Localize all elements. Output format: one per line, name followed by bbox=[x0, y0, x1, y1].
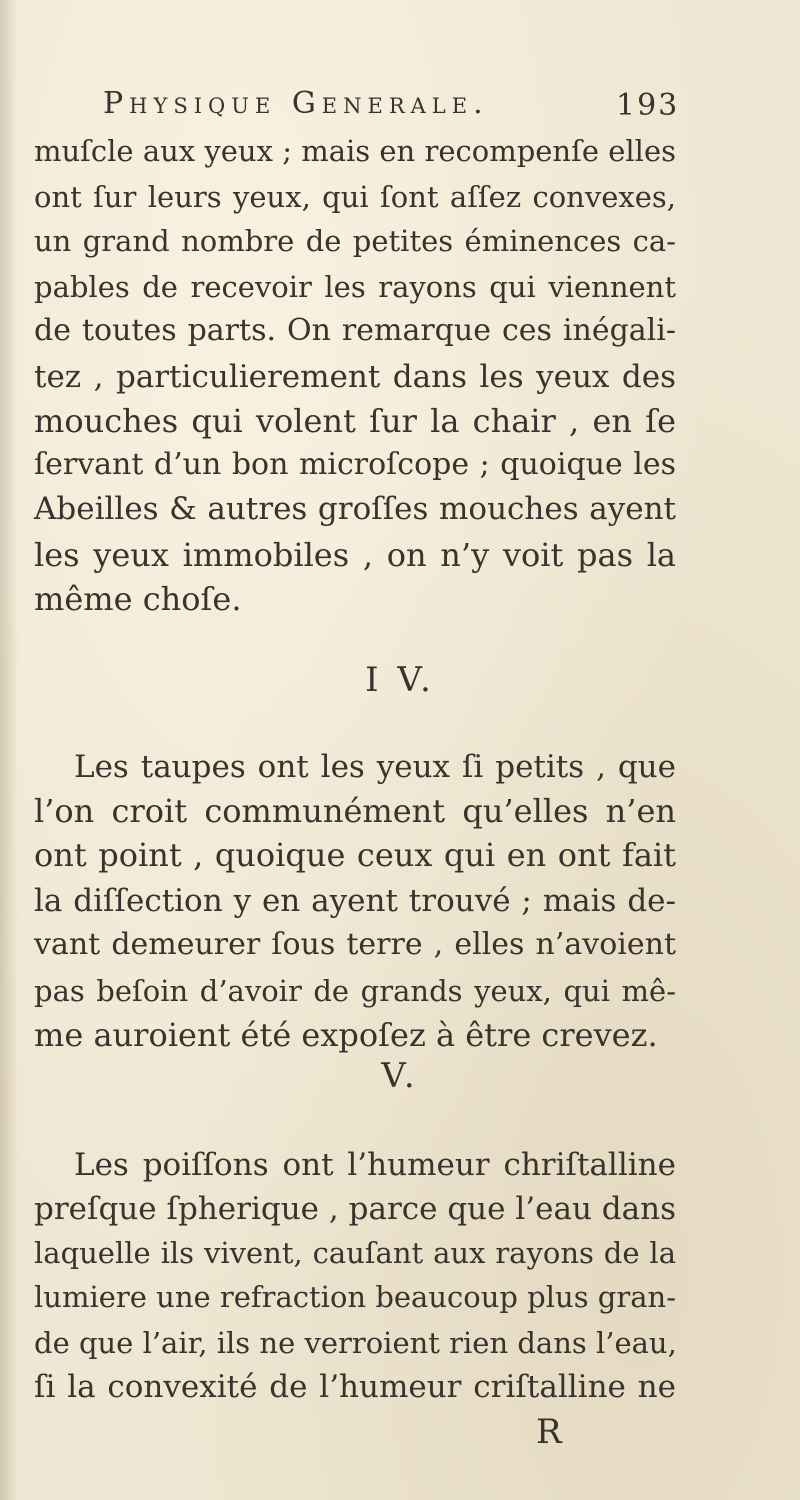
text-line: même choſe. bbox=[34, 580, 242, 618]
text-line: la diſſection y en ayent trouvé ; mais de- bbox=[34, 883, 676, 919]
text-line: de toutes parts. On remarque ces inégali- bbox=[34, 313, 676, 348]
text-line: ont point , quoique ceux qui en ont fait bbox=[34, 836, 676, 874]
text-line: mouches qui volent ſur la chair , en ſe bbox=[34, 402, 676, 440]
signature-mark: R bbox=[536, 1412, 562, 1452]
text-line: ſi la convexité de l’humeur criſtalline ne bbox=[34, 1369, 676, 1405]
text-line: vant demeurer ſous terre , elles n’avoient bbox=[34, 927, 676, 962]
running-head: Physique Generale. bbox=[103, 86, 489, 121]
section-heading-iv: I V. bbox=[365, 660, 435, 700]
text-line: ont ſur leurs yeux, qui ſont aſſez convexes, bbox=[34, 180, 676, 214]
text-line: ſervant d’un bon microſcope ; quoique les bbox=[34, 447, 676, 482]
text-line: preſque ſpherique , parce que l’eau dans bbox=[34, 1191, 676, 1227]
text-line: pables de recevoir les rayons qui viennent bbox=[34, 270, 676, 304]
text-line: de que l’air, ils ne verroient rien dans l’eau, bbox=[34, 1326, 677, 1360]
section-heading-v: V. bbox=[381, 1056, 419, 1096]
text-line: Les taupes ont les yeux ſi petits , que bbox=[74, 749, 676, 785]
text-line: l’on croit communément qu’elles n’en bbox=[34, 792, 676, 830]
text-line: laquelle ils vivent, cauſant aux rayons de la bbox=[34, 1236, 676, 1270]
text-line: les yeux immobiles , on n’y voit pas la bbox=[34, 536, 676, 574]
text-line: lumiere une refraction beaucoup plus gran- bbox=[34, 1280, 676, 1314]
page-number: 193 bbox=[616, 88, 680, 123]
text-line: un grand nombre de petites éminences ca- bbox=[34, 224, 676, 258]
text-line: Les poiſſons ont l’humeur chriſtalline bbox=[74, 1147, 676, 1183]
page-gutter-shadow bbox=[0, 0, 18, 1500]
text-line: me auroient été expoſez à être crevez. bbox=[34, 1016, 658, 1054]
text-line: pas beſoin d’avoir de grands yeux, qui mê- bbox=[34, 974, 676, 1008]
text-line: Abeilles & autres groſſes mouches ayent bbox=[34, 491, 676, 527]
text-line: tez , particulierement dans les yeux des bbox=[34, 359, 676, 395]
text-line: muſcle aux yeux ; mais en recompenſe elles bbox=[34, 134, 676, 168]
